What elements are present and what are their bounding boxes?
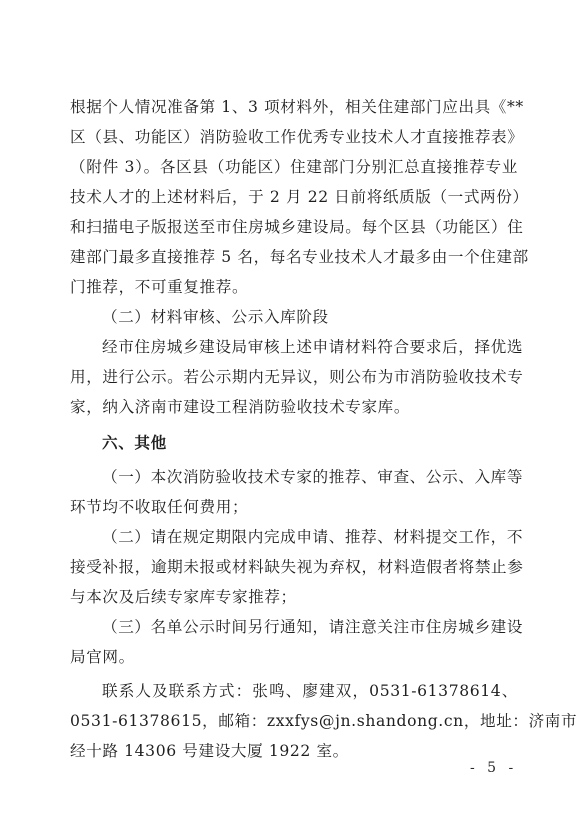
section-title: 六、其他 xyxy=(102,434,167,452)
contact-line: 联系人及联系方式：张鸣、廖建双，0531-61378614、 xyxy=(102,682,518,700)
list-item-line: 环节均不收取任何费用； xyxy=(70,498,249,516)
document-body xyxy=(70,92,578,766)
paragraph-line: 建部门最多直接推荐 5 名，每名专业技术人才最多由一个住建部 xyxy=(70,248,529,266)
paragraph-line: 技术人才的上述材料后，于 2 月 22 日前将纸质版（一式两份） xyxy=(70,188,529,206)
list-item-line: 接受补报，逾期未报或材料缺失视为弃权，材料造假者将禁止参 xyxy=(70,558,524,576)
list-item-line: （二）请在规定期限内完成申请、推荐、材料提交工作，不 xyxy=(102,528,524,546)
list-item-line: （三）名单公示时间另行通知，请注意关注市住房城乡建设 xyxy=(102,618,524,636)
paragraph-line: 家，纳入济南市建设工程消防验收技术专家库。 xyxy=(70,398,411,416)
contact-line: 0531-61378615，邮箱：zxxfys@jn.shandong.cn，地址：济南市 xyxy=(70,712,578,730)
paragraph-line: 和扫描电子版报送至市住房城乡建设局。每个区县（功能区）住 xyxy=(70,218,524,236)
page-number: - 5 - xyxy=(470,760,518,776)
paragraph-line: 用，进行公示。若公示期内无异议，则公布为市消防验收技术专 xyxy=(70,368,524,386)
contact-line: 经十路 14306 号建设大厦 1922 室。 xyxy=(70,742,349,760)
paragraph-line: 经市住房城乡建设局审核上述申请材料符合要求后，择优选 xyxy=(102,338,524,356)
paragraph-line: 区（县、功能区）消防验收工作优秀专业技术人才直接推荐表》 xyxy=(70,128,524,146)
list-item-line: （一）本次消防验收技术专家的推荐、审查、公示、入库等 xyxy=(102,468,524,486)
subheading: （二）材料审核、公示入库阶段 xyxy=(102,308,329,326)
list-item-line: 与本次及后续专家库专家推荐； xyxy=(70,588,297,606)
paragraph-line: 根据个人情况准备第 1、3 项材料外，相关住建部门应出具《** xyxy=(70,98,524,116)
paragraph-line: （附件 3）。各区县（功能区）住建部门分别汇总直接推荐专业 xyxy=(70,158,518,176)
paragraph-line: 门推荐，不可重复推荐。 xyxy=(70,278,249,296)
list-item-line: 局官网。 xyxy=(70,648,135,666)
